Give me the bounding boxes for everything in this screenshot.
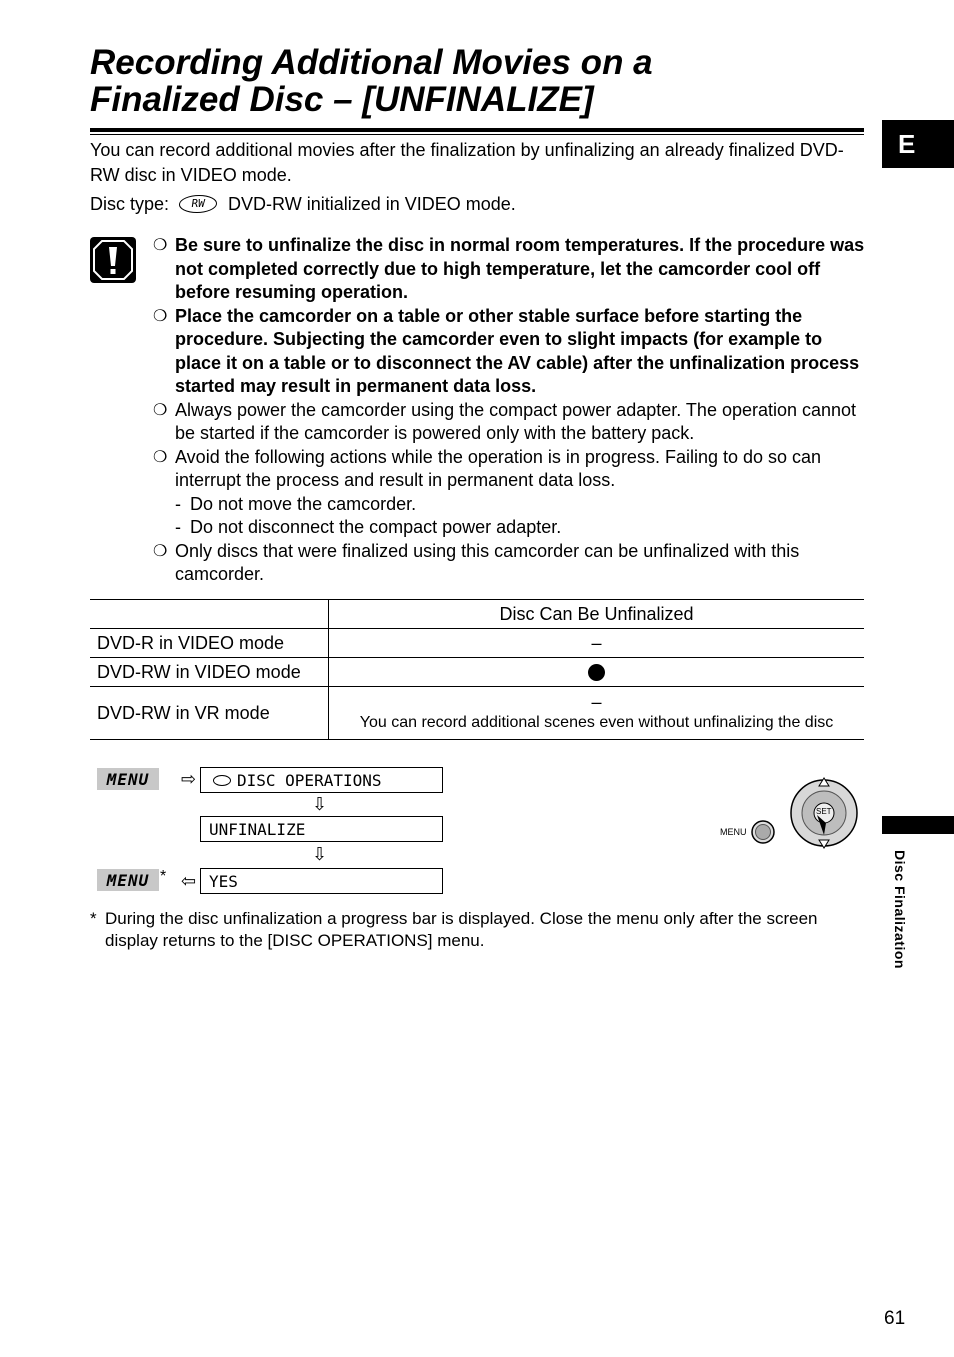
bullet-icon: ❍	[153, 307, 168, 325]
title-line-2: Finalized Disc – [UNFINALIZE]	[90, 80, 594, 119]
set-button-label: SET	[816, 807, 832, 816]
note-item: ❍ Be sure to unfinalize the disc in normal room temperatures. If the procedure was not completed correctly due to high temperature, let the camcorder cool off before resuming operation.	[153, 235, 865, 302]
table-row	[90, 658, 864, 687]
footnote-text: During the disc unfinalization a progress bar is displayed. Close the menu only after the screen display returns to the [DISC OPERATIONS] menu.	[105, 909, 818, 950]
table-row	[90, 687, 864, 740]
caution-notes	[153, 234, 865, 587]
down-arrow-icon: ⇩	[312, 844, 328, 864]
camcorder-control-illustration	[716, 775, 861, 850]
table-row-label: DVD-RW in VIDEO mode	[97, 661, 301, 682]
bullet-icon: ❍	[153, 448, 168, 466]
page-title	[90, 44, 890, 118]
table-header-row	[90, 600, 864, 629]
page-number: 61	[884, 1308, 906, 1329]
note-item: ❍ Always power the camcorder using the compact power adapter. The operation cannot be started if the camcorder is powered only with the battery pack.	[153, 399, 857, 443]
down-arrow-icon: ⇩	[312, 794, 328, 814]
footnote-asterisk: *	[160, 868, 167, 885]
disc-type-line	[90, 192, 516, 216]
bullet-icon: ❍	[153, 542, 168, 560]
menu-button-label: MENU	[97, 869, 159, 891]
menu-item-yes: YES	[200, 868, 443, 894]
table-row-label: DVD-RW in VR mode	[97, 702, 270, 723]
menu-button-text: MENU	[720, 827, 747, 837]
intro-paragraph: You can record additional movies after the finalization by unfinalizing an already finalized DVD-RW disc in VIDEO mode.	[90, 140, 844, 185]
back-arrow-icon: ⇦	[181, 871, 197, 891]
title-rule-thick	[90, 128, 864, 132]
title-rule-thin	[90, 134, 864, 135]
bullet-icon: ❍	[153, 237, 168, 254]
note-item: ❍ Only discs that were finalized using this camcorder can be unfinalized with this camcorder.	[153, 540, 800, 584]
disc-icon	[213, 775, 231, 786]
footnote-mark: *	[90, 909, 97, 928]
table-header-empty	[90, 600, 329, 629]
table-row-value: – You can record additional scenes even without unfinalizing the disc	[329, 687, 865, 740]
sub-note-item: - Do not move the camcorder.	[175, 493, 417, 514]
menu-button-icon	[752, 821, 774, 843]
note-item: ❍ Avoid the following actions while the operation is in progress. Failing to do so can interrupt the process and result in permanent data loss.	[153, 446, 822, 490]
table-row	[90, 629, 864, 658]
table-row-label: DVD-R in VIDEO mode	[97, 632, 285, 653]
table-row-value: –	[329, 629, 865, 658]
bullet-icon: ❍	[153, 401, 168, 419]
forward-arrow-icon: ⇨	[181, 769, 197, 789]
dvd-rw-disc-icon: RW	[178, 195, 219, 213]
disc-type-description: DVD-RW initialized in VIDEO mode.	[228, 194, 516, 214]
filled-circle-icon	[588, 664, 605, 681]
note-item: ❍ Place the camcorder on a table or other stable surface before starting the procedure. Subjecting the camcorder even to slight impacts (for example to place it on a table or to disconnect the AV cable) after the unfinalization process started may result in permanent data loss.	[153, 305, 860, 396]
menu-item-disc-operations: DISC OPERATIONS	[200, 767, 443, 793]
sub-note-item: - Do not disconnect the compact power adapter.	[175, 517, 562, 537]
table-row-value	[329, 658, 865, 687]
menu-item-unfinalize: UNFINALIZE	[200, 816, 443, 842]
disc-compatibility-table	[90, 599, 864, 740]
footnote	[90, 908, 850, 951]
title-line-1: Recording Additional Movies on a	[90, 43, 653, 82]
table-cell-note: You can record additional scenes even without unfinalizing the disc	[359, 714, 834, 731]
language-tab: E	[882, 120, 954, 168]
section-side-label: Disc Finalization	[892, 850, 908, 969]
menu-button-label: MENU	[97, 768, 159, 790]
caution-exclamation-icon	[90, 237, 136, 283]
side-tab-bar	[882, 816, 954, 834]
table-header-unfinalize: Disc Can Be Unfinalized	[329, 600, 865, 629]
disc-type-label: Disc type:	[90, 194, 170, 214]
